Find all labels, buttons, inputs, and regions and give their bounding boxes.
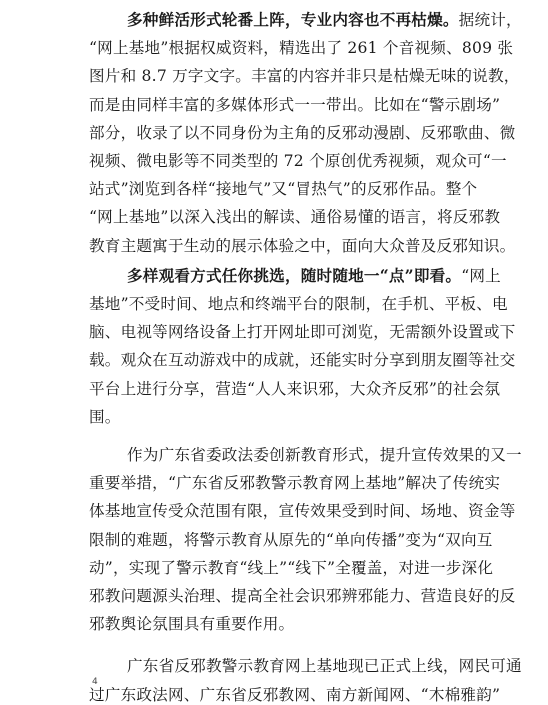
text-line: 广东省反邪教警示教育网上基地现已正式上线，网民可通 (127, 657, 522, 675)
bold-lead: 多种鲜活形式轮番上阵，专业内容也不再枯燥。 (127, 10, 459, 29)
text-line: 部分，收录了以不同身份为主角的反邪动漫剧、反邪歌曲、微 (89, 124, 516, 142)
text-run: 据统计， (458, 11, 522, 29)
text-line: 基地”不受时间、地点和终端平台的限制，在手机、平板、电 (89, 295, 508, 313)
text-line: 体基地宣传受众范围有限，宣传效果受到时间、场地、资金等 (89, 502, 516, 520)
text-run: “网上 (461, 267, 501, 285)
page-number: 4 (92, 677, 98, 687)
text-line: 站式”浏览到各样“接地气”又“冒热气”的反邪作品。整个 (89, 180, 478, 198)
text-line: 限制的难题，将警示教育从原先的“单向传播”变为“双向互 (89, 531, 493, 549)
text-line: 载。观众在互动游戏中的成就，还能实时分享到朋友圈等社交 (89, 351, 516, 369)
text-line: 脑、电视等网络设备上打开网址即可浏览，无需额外设置或下 (89, 323, 516, 341)
text-line: 视频、微电影等不同类型的 72 个原创优秀视频，观众可“一 (89, 152, 507, 170)
text-line: 作为广东省委政法委创新教育形式，提升宣传效果的又一 (127, 446, 522, 464)
text-line: “网上基地”以深入浅出的解读、通俗易懂的语言，将反邪教 (89, 208, 501, 226)
text-line: 邪教舆论氛围具有重要作用。 (89, 615, 295, 633)
text-line: 重要举措，“广东省反邪教警示教育网上基地”解决了传统实 (89, 474, 501, 492)
text-line: 邪教问题源头治理、提高全社会识邪辨邪能力、营造良好的反 (89, 587, 516, 605)
bold-lead: 多样观看方式任你挑选，随时随地一“点”即看。 (127, 266, 462, 285)
text-line (127, 10, 522, 30)
text-line: 图片和 8.7 万字文字。丰富的内容并非只是枯燥无味的说教， (89, 67, 520, 85)
text-line: 而是由同样丰富的多媒体形式一一带出。比如在“警示剧场” (89, 96, 501, 114)
text-line: 平台上进行分享，营造“人人来识邪，大众齐反邪”的社会氛 (89, 380, 501, 398)
text-line: 过广东政法网、广东省反邪教网、南方新闻网、“木棉雅韵” (89, 686, 501, 704)
text-line: 动”，实现了警示教育“线上”“线下”全覆盖，对进一步深化 (89, 559, 494, 577)
text-line: 教育主题寓于生动的展示体验之中，面向大众普及反邪知识。 (89, 237, 516, 255)
text-line (127, 266, 501, 286)
text-line: “网上基地”根据权威资料，精选出了 261 个音视频、809 张 (89, 39, 514, 57)
text-line: 围。 (89, 408, 121, 426)
